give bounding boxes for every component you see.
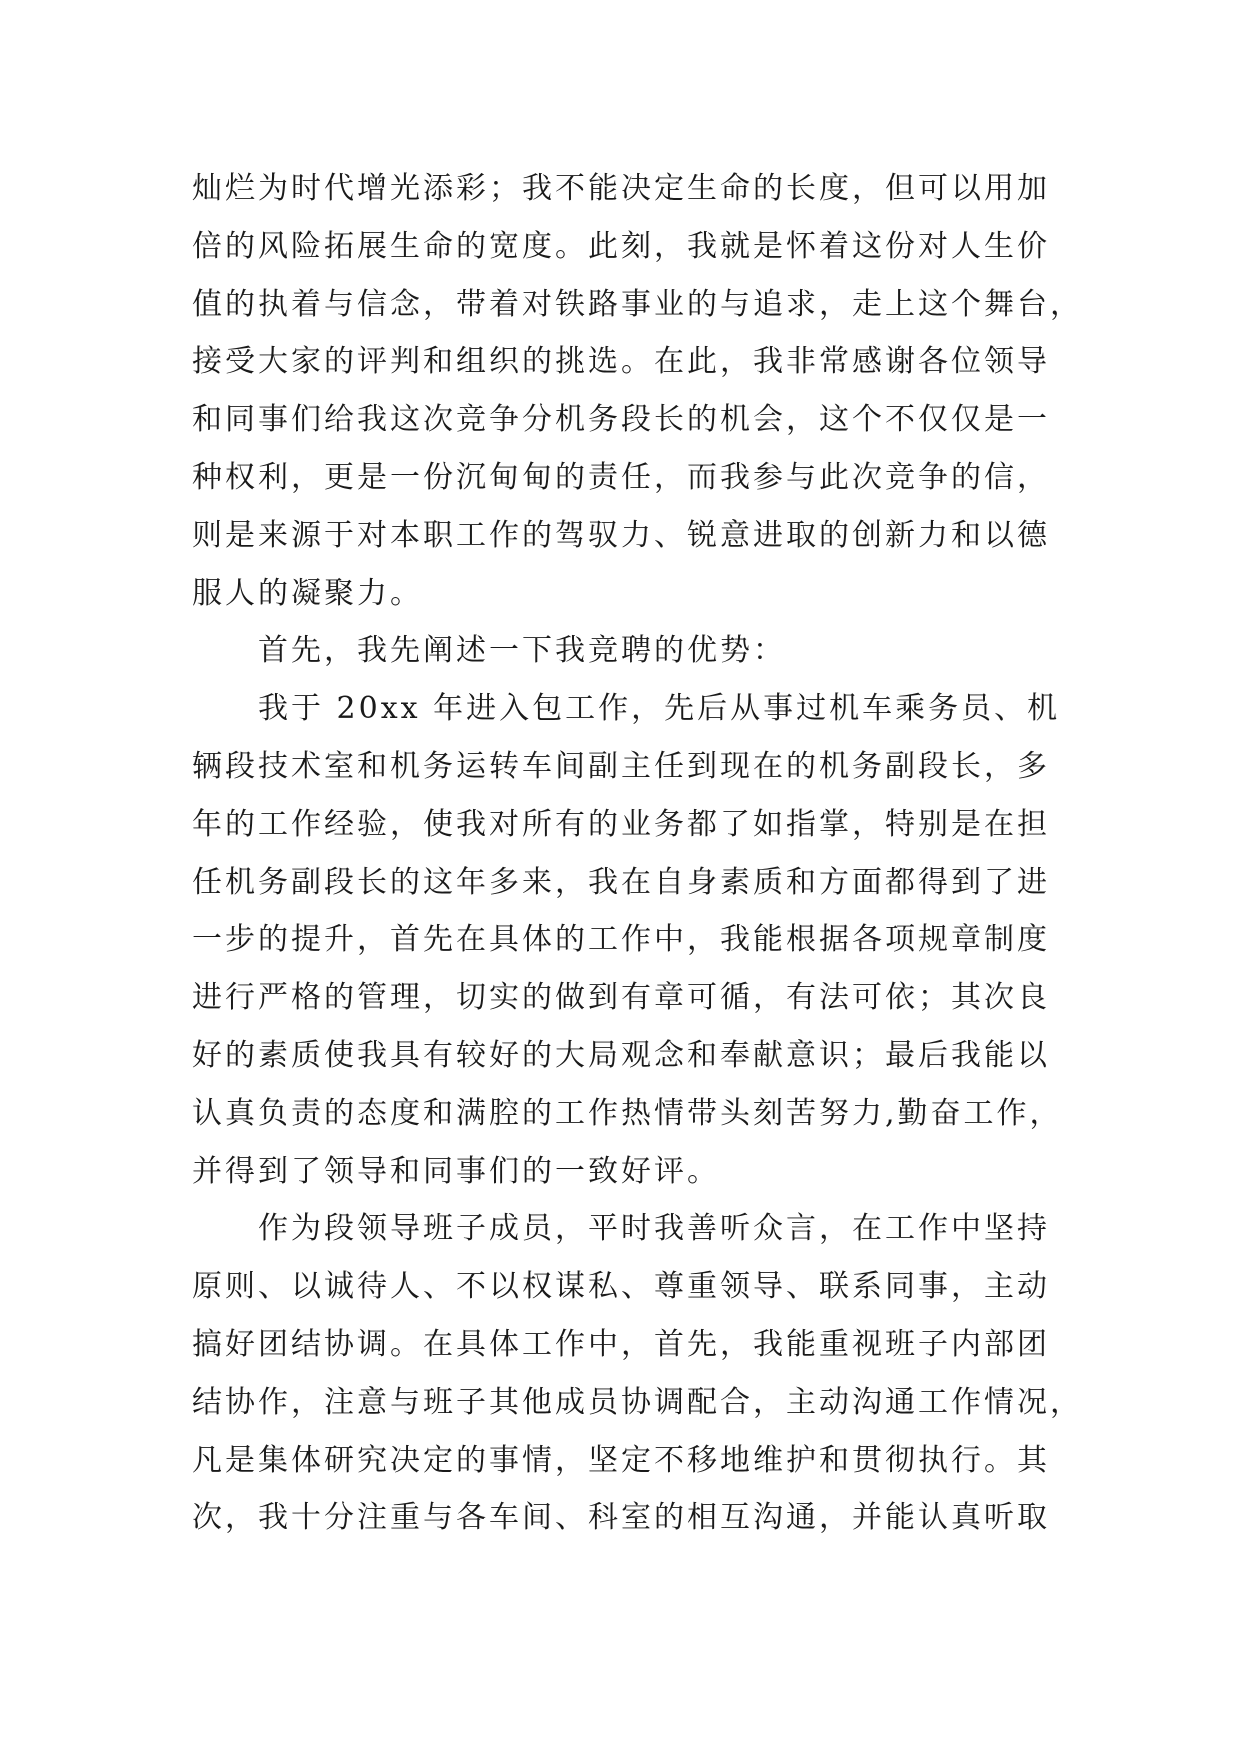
text-line: 一步的提升，首先在具体的工作中，我能根据各项规章制度 bbox=[192, 922, 1050, 958]
document-body bbox=[192, 160, 1083, 1547]
text-line: 好的素质使我具有较好的大局观念和奉献意识；最后我能以 bbox=[192, 1037, 1050, 1073]
text-line: 原则、以诚待人、不以权谋私、尊重领导、联系同事，主动 bbox=[192, 1269, 1050, 1305]
text-line: 认真负责的态度和满腔的工作热情带头刻苦努力,勤奋工作， bbox=[192, 1095, 1063, 1131]
paragraph-start-line: 作为段领导班子成员，平时我善听众言，在工作中坚持 bbox=[258, 1211, 1050, 1247]
paragraph-start-line: 首先，我先阐述一下我竞聘的优势： bbox=[258, 633, 786, 669]
text-line: 接受大家的评判和组织的挑选。在此，我非常感谢各位领导 bbox=[192, 344, 1050, 380]
text-line: 任机务副段长的这年多来，我在自身素质和方面都得到了进 bbox=[192, 864, 1050, 900]
text-line: 并得到了领导和同事们的一致好评。 bbox=[192, 1153, 720, 1189]
text-line: 年的工作经验，使我对所有的业务都了如指掌，特别是在担 bbox=[192, 806, 1050, 842]
text-line: 进行严格的管理，切实的做到有章可循，有法可依；其次良 bbox=[192, 980, 1050, 1016]
text-line: 结协作，注意与班子其他成员协调配合，主动沟通工作情况， bbox=[192, 1384, 1083, 1420]
text-line: 和同事们给我这次竞争分机务段长的机会，这个不仅仅是一 bbox=[192, 402, 1050, 438]
text-line: 搞好团结协调。在具体工作中，首先，我能重视班子内部团 bbox=[192, 1326, 1050, 1362]
text-line: 灿烂为时代增光添彩；我不能决定生命的长度，但可以用加 bbox=[192, 171, 1050, 206]
paragraph-start-line: 我于 20xx 年进入包工作，先后从事过机车乘务员、机 bbox=[258, 691, 1061, 727]
text-line: 值的执着与信念，带着对铁路事业的与追求，走上这个舞台， bbox=[192, 286, 1083, 322]
text-line: 服人的凝聚力。 bbox=[192, 575, 423, 611]
text-line: 种权利，更是一份沉甸甸的责任，而我参与此次竞争的信， bbox=[192, 459, 1050, 495]
text-line: 辆段技术室和机务运转车间副主任到现在的机务副段长，多 bbox=[192, 748, 1050, 784]
text-line: 次，我十分注重与各车间、科室的相互沟通，并能认真听取 bbox=[192, 1500, 1050, 1536]
text-line: 倍的风险拓展生命的宽度。此刻，我就是怀着这份对人生价 bbox=[192, 228, 1050, 264]
text-line: 凡是集体研究决定的事情，坚定不移地维护和贯彻执行。其 bbox=[192, 1442, 1050, 1478]
text-line: 则是来源于对本职工作的驾驭力、锐意进取的创新力和以德 bbox=[192, 517, 1050, 553]
